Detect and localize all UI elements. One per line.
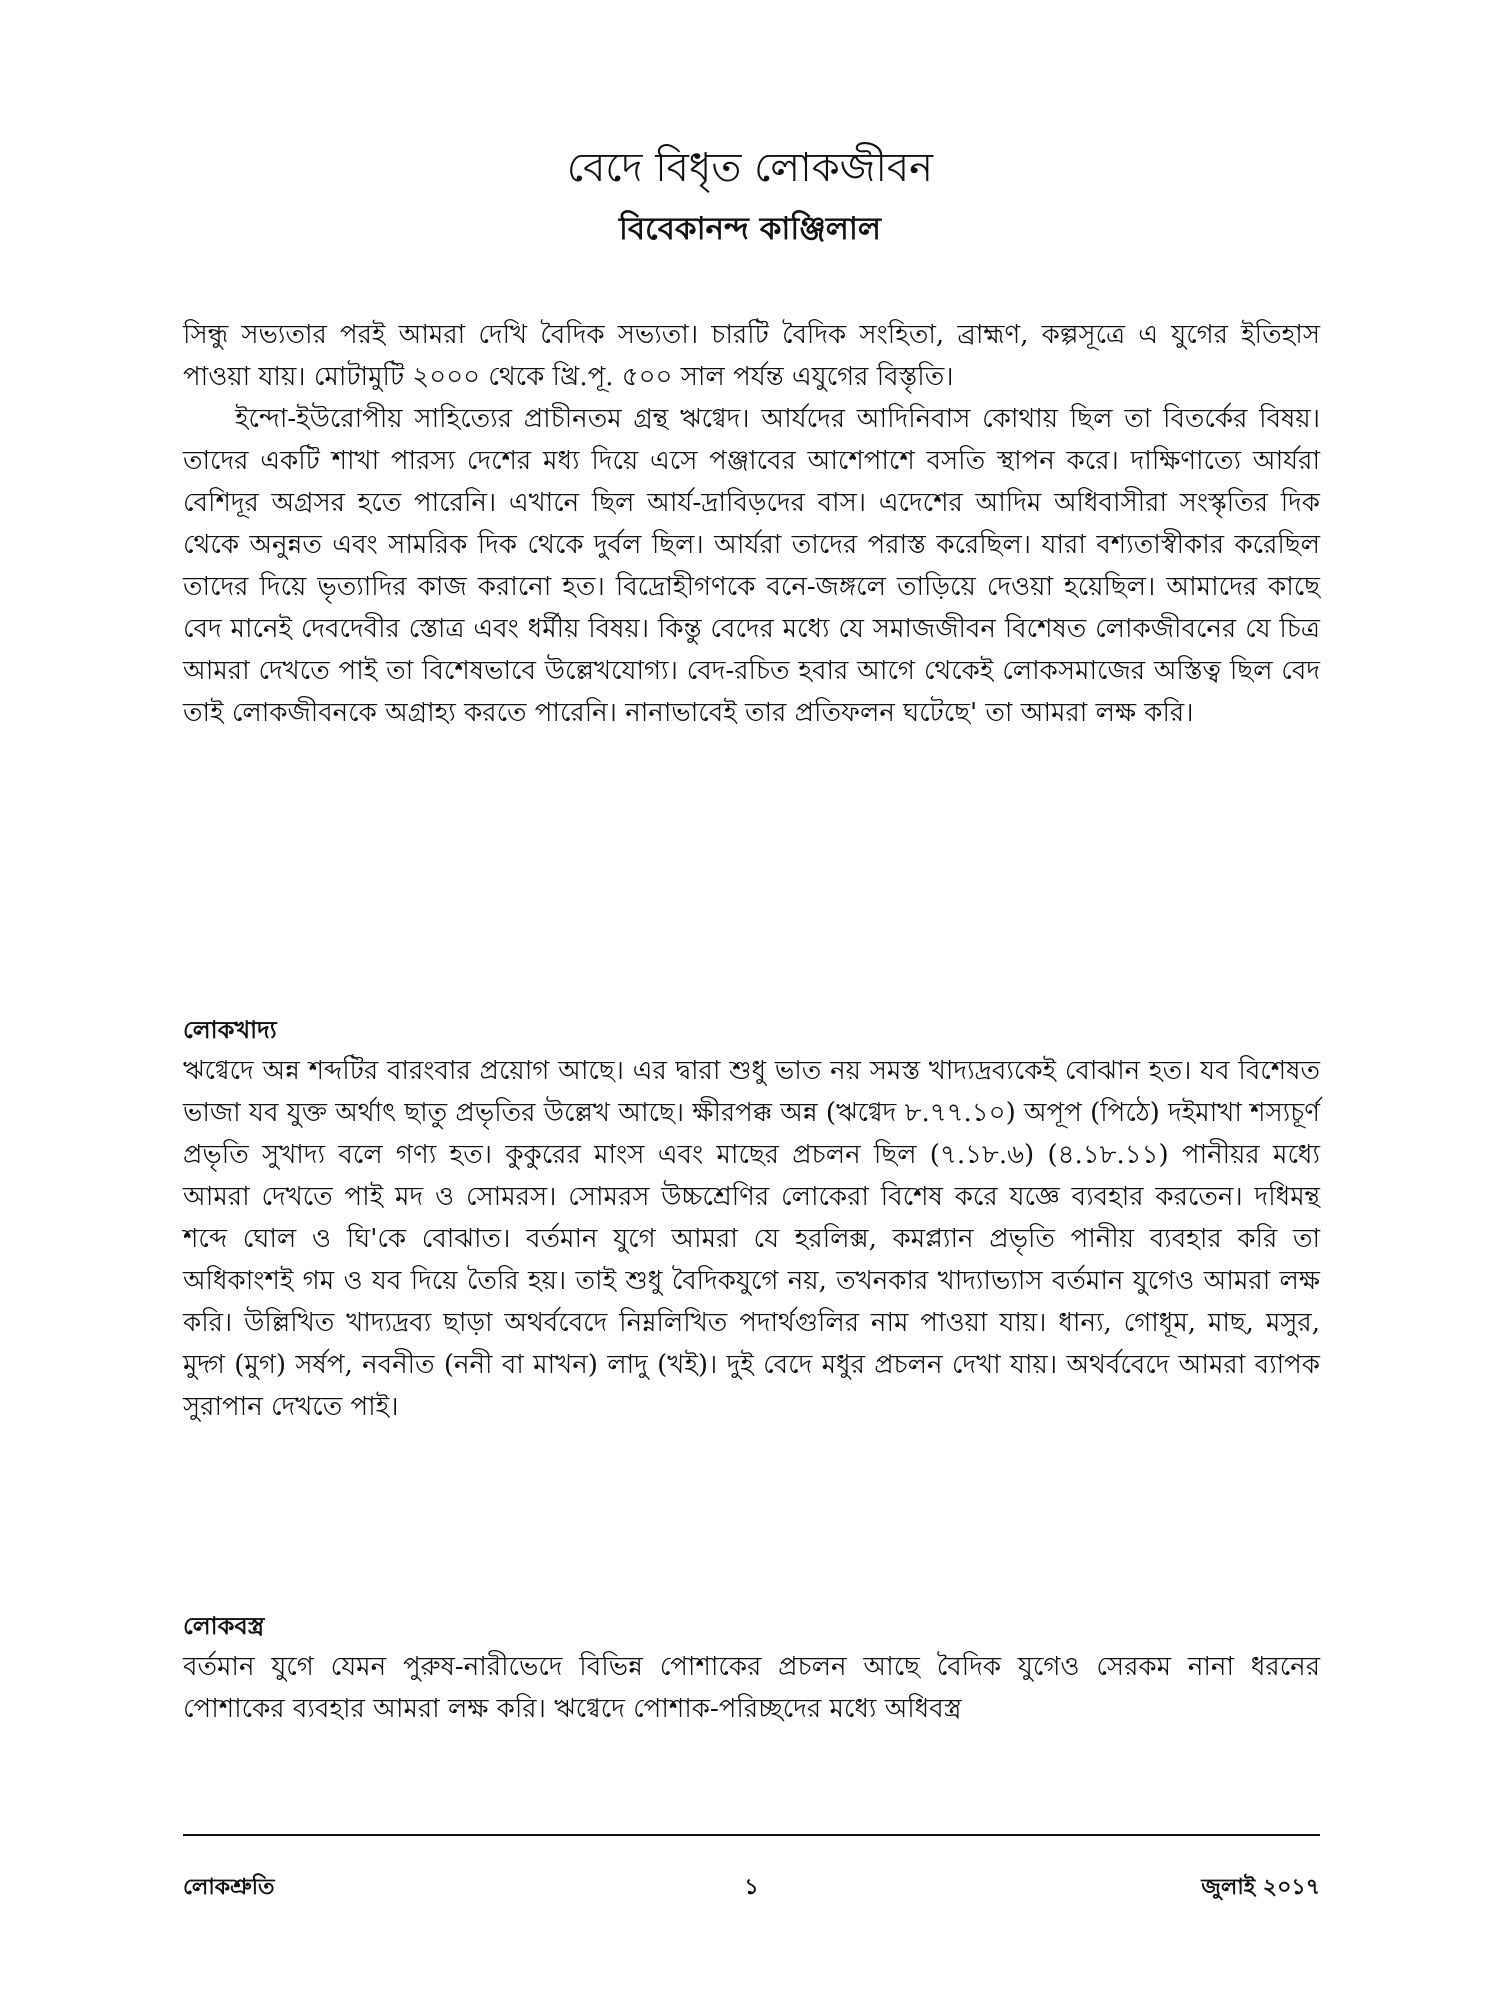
intro-paragraph-2: ইন্দো-ইউরোপীয় সাহিত্যের প্রাচীনতম গ্রন্থ ঋগ্বেদ। আর্যদের আদিনিবাস কোথায় ছিল তা বিতর্কের বিষয়। তাদের একটি শাখা পারস্য দেশের মধ্য দিয়ে এসে পঞ্জাবের আশেপাশে বসতি স্থাপন করে। দাক্ষিণাত্যে আর্যরা বেশিদূর অগ্রসর হতে পারেনি। এখানে ছিল আর্য-দ্রাবিড়দের বাস। এদেশের আদিম অধিবাসীরা সংস্কৃতির দিক থেকে অনুন্নত এবং সামরিক দিক থেকে দুর্বল ছিল। আর্যরা তাদের পরাস্ত করেছিল। যারা বশ্যতাস্বীকার করেছিল তাদের দিয়ে ভৃত্যাদির কাজ করানো হত। বিদ্রোহীগণকে বনে-জঙ্গলে তাড়িয়ে দেওয়া হয়েছিল। আমাদের কাছে বেদ মানেই দেবদেবীর স্তোত্র এবং ধর্মীয় বিষয়। কিন্তু বেদের মধ্যে যে সমাজজীবন বিশেষত লোকজীবনের যে চিত্র আমরা দেখতে পাই তা বিশেষভাবে উল্লেখযোগ্য। বেদ-রচিত হবার আগে থেকেই লোকসমাজের অস্তিত্ব ছিল বেদ তাই লোকজীবনকে অগ্রাহ্য করতে পারেনি। নানাভাবেই তার প্রতিফলন ঘটেছে' তা আমরা লক্ষ করি।	[183, 404, 1320, 728]
section-heading-clothing: লোকবস্ত্র	[183, 1611, 265, 1640]
footer-page-number: ১	[744, 1875, 759, 1900]
section-heading-food: লোকখাদ্য	[183, 1015, 277, 1044]
food-paragraph: ঋগ্বেদে অন্ন শব্দটির বারংবার প্রয়োগ আছে। এর দ্বারা শুধু ভাত নয় সমস্ত খাদ্যদ্রব্যকেই বোঝান হত। যব বিশেষত ভাজা যব যুক্ত অর্থাৎ ছাতু প্রভৃতির উল্লেখ আছে। ক্ষীরপক্ক অন্ন (ঋগ্বেদ ৮.৭৭.১০) অপূপ (পিঠে) দইমাখা শস্যচূর্ণ প্রভৃতি সুখাদ্য বলে গণ্য হত। কুকুরের মাংস এবং মাছের প্রচলন ছিল (৭.১৮.৬) (৪.১৮.১১) পানীয়র মধ্যে আমরা দেখতে পাই মদ ও সোমরস। সোমরস উচ্চশ্রেণির লোকেরা বিশেষ করে যজ্ঞে ব্যবহার করতেন। দধিমন্থ শব্দে ঘোল ও ঘি'কে বোঝাত। বর্তমান যুগে আমরা যে হরলিক্স, কমপ্ল্যান প্রভৃতি পানীয় ব্যবহার করি তা অধিকাংশই গম ও যব দিয়ে তৈরি হয়। তাই শুধু বৈদিকযুগে নয়, তখনকার খাদ্যাভ্যাস বর্তমান যুগেও আমরা লক্ষ করি। উল্লিখিত খাদ্যদ্রব্য ছাড়া অথর্ববেদে নিম্নলিখিত পদার্থগুলির নাম পাওয়া যায়। ধান্য, গোধূম, মাছ, মসুর, মুদ্গ (মুগ) সর্ষপ, নবনীত (ননী বা মাখন) লাদু (খই)। দুই বেদে মধুর প্রচলন দেখা যায়। অথর্ববেদে আমরা ব্যাপক সুরাপান দেখতে পাই।	[183, 1056, 1320, 1422]
clothing-paragraph: বর্তমান যুগে যেমন পুরুষ-নারীভেদে বিভিন্ন পোশাকের প্রচলন আছে বৈদিক যুগেও সেরকম নানা ধরনের পোশাকের ব্যবহার আমরা লক্ষ করি। ঋগ্বেদে পোশাক-পরিচ্ছদের মধ্যে অধিবস্ত্র	[183, 1652, 1320, 1724]
footer-divider	[183, 1834, 1320, 1836]
food-section	[183, 1050, 1320, 1428]
intro-paragraph-1: সিন্ধু সভ্যতার পরই আমরা দেখি বৈদিক সভ্যতা। চারটি বৈদিক সংহিতা, ব্রাহ্মণ, কল্পসূত্রে এ যুগের ইতিহাস পাওয়া যায়। মোটামুটি ২০০০ থেকে খ্রি.পূ. ৫০০ সাল পর্যন্ত এযুগের বিস্তৃতি।	[183, 320, 1320, 392]
article-title: বেদে বিধৃত লোকজীবন	[566, 145, 934, 191]
footer-journal-name: লোকশ্রুতি	[183, 1875, 275, 1900]
page-footer	[183, 1870, 1320, 1906]
footer-issue-date: জুলাই ২০১৭	[1201, 1875, 1320, 1900]
intro-section	[183, 314, 1320, 734]
clothing-section	[183, 1646, 1320, 1730]
article-author: বিবেকানন্দ কাঞ্জিলাল	[619, 211, 881, 247]
